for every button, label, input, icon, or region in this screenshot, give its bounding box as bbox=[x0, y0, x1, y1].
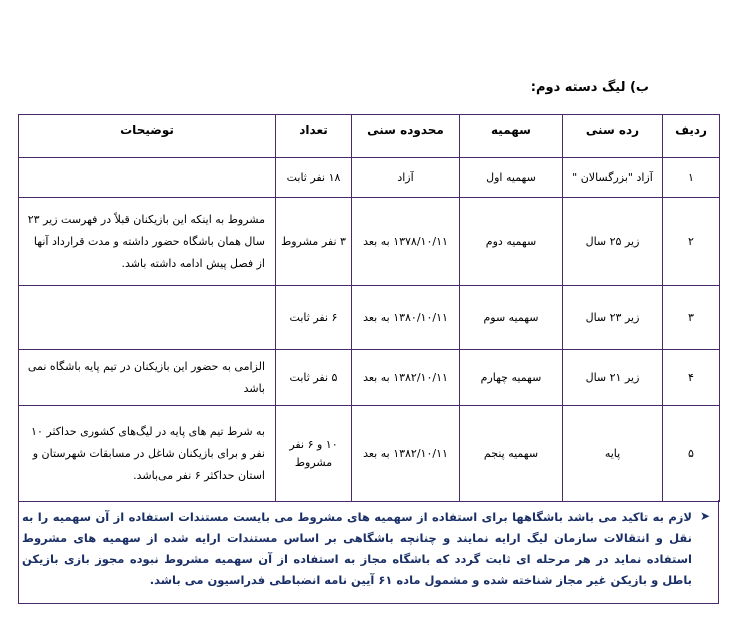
header-count: تعداد bbox=[276, 115, 352, 158]
cell-row-number: ۱ bbox=[663, 158, 720, 198]
cell-quota: سهمیه چهارم bbox=[460, 350, 563, 406]
table-header-row bbox=[19, 115, 720, 158]
header-quota: سهمیه bbox=[460, 115, 563, 158]
cell-description: الزامی به حضور این بازیکنان در تیم پایه باشگاه نمی باشد bbox=[19, 350, 276, 406]
header-row-number: ردیف bbox=[663, 115, 720, 158]
cell-age-range: آزاد bbox=[352, 158, 460, 198]
table-row bbox=[19, 406, 720, 502]
cell-row-number: ۳ bbox=[663, 286, 720, 350]
header-description: توضیحات bbox=[19, 115, 276, 158]
cell-age-group: زیر ۲۳ سال bbox=[563, 286, 663, 350]
arrow-icon: ➤ bbox=[699, 509, 710, 523]
cell-count: ۱۰ و ۶ نفر مشروط bbox=[276, 406, 352, 502]
cell-description bbox=[19, 286, 276, 350]
header-age-group: رده سنی bbox=[563, 115, 663, 158]
cell-count: ۶ نفر ثابت bbox=[276, 286, 352, 350]
cell-age-range: ۱۳۷۸/۱۰/۱۱ به بعد bbox=[352, 198, 460, 286]
section-heading: ب) لیگ دسته دوم: bbox=[530, 80, 649, 95]
cell-age-range: ۱۳۸۲/۱۰/۱۱ به بعد bbox=[352, 350, 460, 406]
cell-description: به شرط تیم های پایه در لیگ‌های کشوری حداکثر ۱۰ نفر و برای بازیکنان شاغل در مسابقات شهرستان و استان حداکثر ۶ نفر می‌باشد. bbox=[19, 406, 276, 502]
header-age-range: محدوده سنی bbox=[352, 115, 460, 158]
cell-age-group: زیر ۲۱ سال bbox=[563, 350, 663, 406]
cell-description: مشروط به اینکه این بازیکنان قبلاً در فهرست زیر ۲۳ سال همان باشگاه حضور داشته و مدت قرارداد آنها از فصل پیش ادامه داشته باشد. bbox=[19, 198, 276, 286]
table-row bbox=[19, 158, 720, 198]
table-row bbox=[19, 286, 720, 350]
cell-row-number: ۵ bbox=[663, 406, 720, 502]
quota-table bbox=[18, 114, 720, 502]
cell-quota: سهمیه اول bbox=[460, 158, 563, 198]
cell-quota: سهمیه سوم bbox=[460, 286, 563, 350]
cell-row-number: ۲ bbox=[663, 198, 720, 286]
cell-row-number: ۴ bbox=[663, 350, 720, 406]
cell-count: ۳ نفر مشروط bbox=[276, 198, 352, 286]
cell-age-range: ۱۳۸۲/۱۰/۱۱ به بعد bbox=[352, 406, 460, 502]
cell-age-range: ۱۳۸۰/۱۰/۱۱ به بعد bbox=[352, 286, 460, 350]
table-row bbox=[19, 350, 720, 406]
note-box bbox=[18, 500, 719, 604]
cell-age-group: زیر ۲۵ سال bbox=[563, 198, 663, 286]
table-row bbox=[19, 198, 720, 286]
cell-count: ۱۸ نفر ثابت bbox=[276, 158, 352, 198]
cell-age-group: پایه bbox=[563, 406, 663, 502]
cell-age-group: آزاد "بزرگسالان " bbox=[563, 158, 663, 198]
cell-quota: سهمیه پنجم bbox=[460, 406, 563, 502]
cell-description bbox=[19, 158, 276, 198]
note-text: لازم به تاکید می باشد باشگاهها برای استفاده از سهمیه های مشروط می بایست مستندات استفاده از آن سهمیه را به نقل و انتقالات سازمان لیگ ارایه نمایند و چنانچه باشگاهی بر اساس مستندات ارایه شده از سهمیه های مشروط استفاده نماید در هر مرحله ای ثابت گردد که باشگاه مجاز به استفاده از آن سهمیه مشروط نبوده مجوز بازی بازیکن باطل و بازیکن غیر مجاز شناخته شده و مشمول ماده ۶۱ آیین نامه انضباطی فدراسیون می باشد. bbox=[22, 510, 692, 587]
cell-quota: سهمیه دوم bbox=[460, 198, 563, 286]
cell-count: ۵ نفر ثابت bbox=[276, 350, 352, 406]
